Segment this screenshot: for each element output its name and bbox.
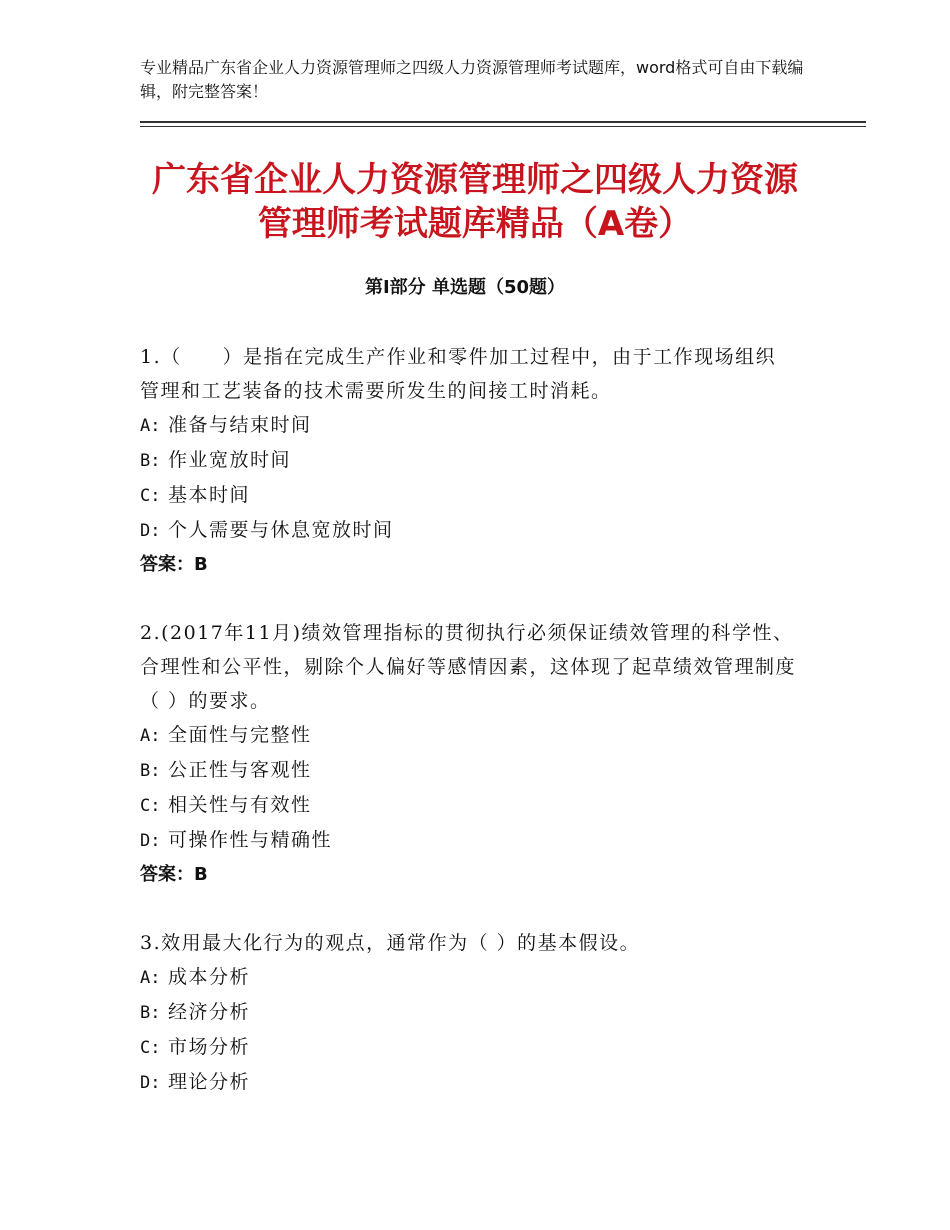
question-1 <box>140 340 796 582</box>
section-title: 第Ⅰ部分 单选题（50题） <box>364 277 565 298</box>
option-letter: D: <box>140 1073 161 1093</box>
question-list <box>140 340 796 1134</box>
document-title-line-2: 管理师考试题库精品（A卷） <box>257 204 693 244</box>
option-text: 公正性与客观性 <box>168 759 312 781</box>
option-text: 可操作性与精确性 <box>168 829 333 851</box>
option-text: 相关性与有效性 <box>168 794 312 816</box>
question-stem: 3.效用最大化行为的观点，通常作为（ ）的基本假设。 <box>140 932 641 954</box>
answer-value: B <box>194 864 208 885</box>
option-letter: A: <box>140 726 161 746</box>
option-text: 作业宽放时间 <box>168 449 292 471</box>
question-2 <box>140 616 796 892</box>
option-letter: C: <box>140 1038 161 1058</box>
option-letter: B: <box>140 451 161 471</box>
question-3 <box>140 926 796 1100</box>
header-rule-thick <box>140 121 866 123</box>
answer-line <box>140 548 796 582</box>
option-letter: C: <box>140 486 161 506</box>
option-b <box>140 753 796 788</box>
option-letter: B: <box>140 761 161 781</box>
option-letter: A: <box>140 416 161 436</box>
answer-label: 答案： <box>140 864 194 885</box>
option-c <box>140 1030 796 1065</box>
option-text: 准备与结束时间 <box>168 414 312 436</box>
option-letter: D: <box>140 831 161 851</box>
answer-label: 答案： <box>140 554 194 575</box>
question-stem: 1.（ ）是指在完成生产作业和零件加工过程中，由于工作现场组织管理和工艺装备的技术需要所发生的间接工时消耗。 <box>140 346 777 402</box>
option-b <box>140 443 796 478</box>
document-title-line-1: 广东省企业人力资源管理师之四级人力资源 <box>152 160 798 200</box>
option-letter: A: <box>140 968 161 988</box>
option-text: 个人需要与休息宽放时间 <box>168 519 394 541</box>
option-text: 全面性与完整性 <box>168 724 312 746</box>
answer-line <box>140 858 796 892</box>
option-d <box>140 1065 796 1100</box>
option-letter: C: <box>140 796 161 816</box>
answer-value: B <box>194 554 208 575</box>
option-b <box>140 995 796 1030</box>
header-rule-thin <box>140 126 866 127</box>
option-c <box>140 788 796 823</box>
option-a <box>140 408 796 443</box>
option-d <box>140 513 796 548</box>
option-text: 理论分析 <box>168 1071 251 1093</box>
option-letter: D: <box>140 521 161 541</box>
option-a <box>140 960 796 995</box>
option-letter: B: <box>140 1003 161 1023</box>
document-title <box>130 158 820 246</box>
option-text: 经济分析 <box>168 1001 251 1023</box>
option-a <box>140 718 796 753</box>
option-c <box>140 478 796 513</box>
option-text: 成本分析 <box>168 966 251 988</box>
option-text: 市场分析 <box>168 1036 251 1058</box>
option-d <box>140 823 796 858</box>
question-stem: 2.(2017年11月)绩效管理指标的贯彻执行必须保证绩效管理的科学性、合理性和公平性，剔除个人偏好等感情因素，这体现了起草绩效管理制度（ ）的要求。 <box>140 622 797 712</box>
option-text: 基本时间 <box>168 484 251 506</box>
header-note: 专业精品广东省企业人力资源管理师之四级人力资源管理师考试题库，word格式可自由下载编辑，附完整答案！ <box>140 58 804 101</box>
